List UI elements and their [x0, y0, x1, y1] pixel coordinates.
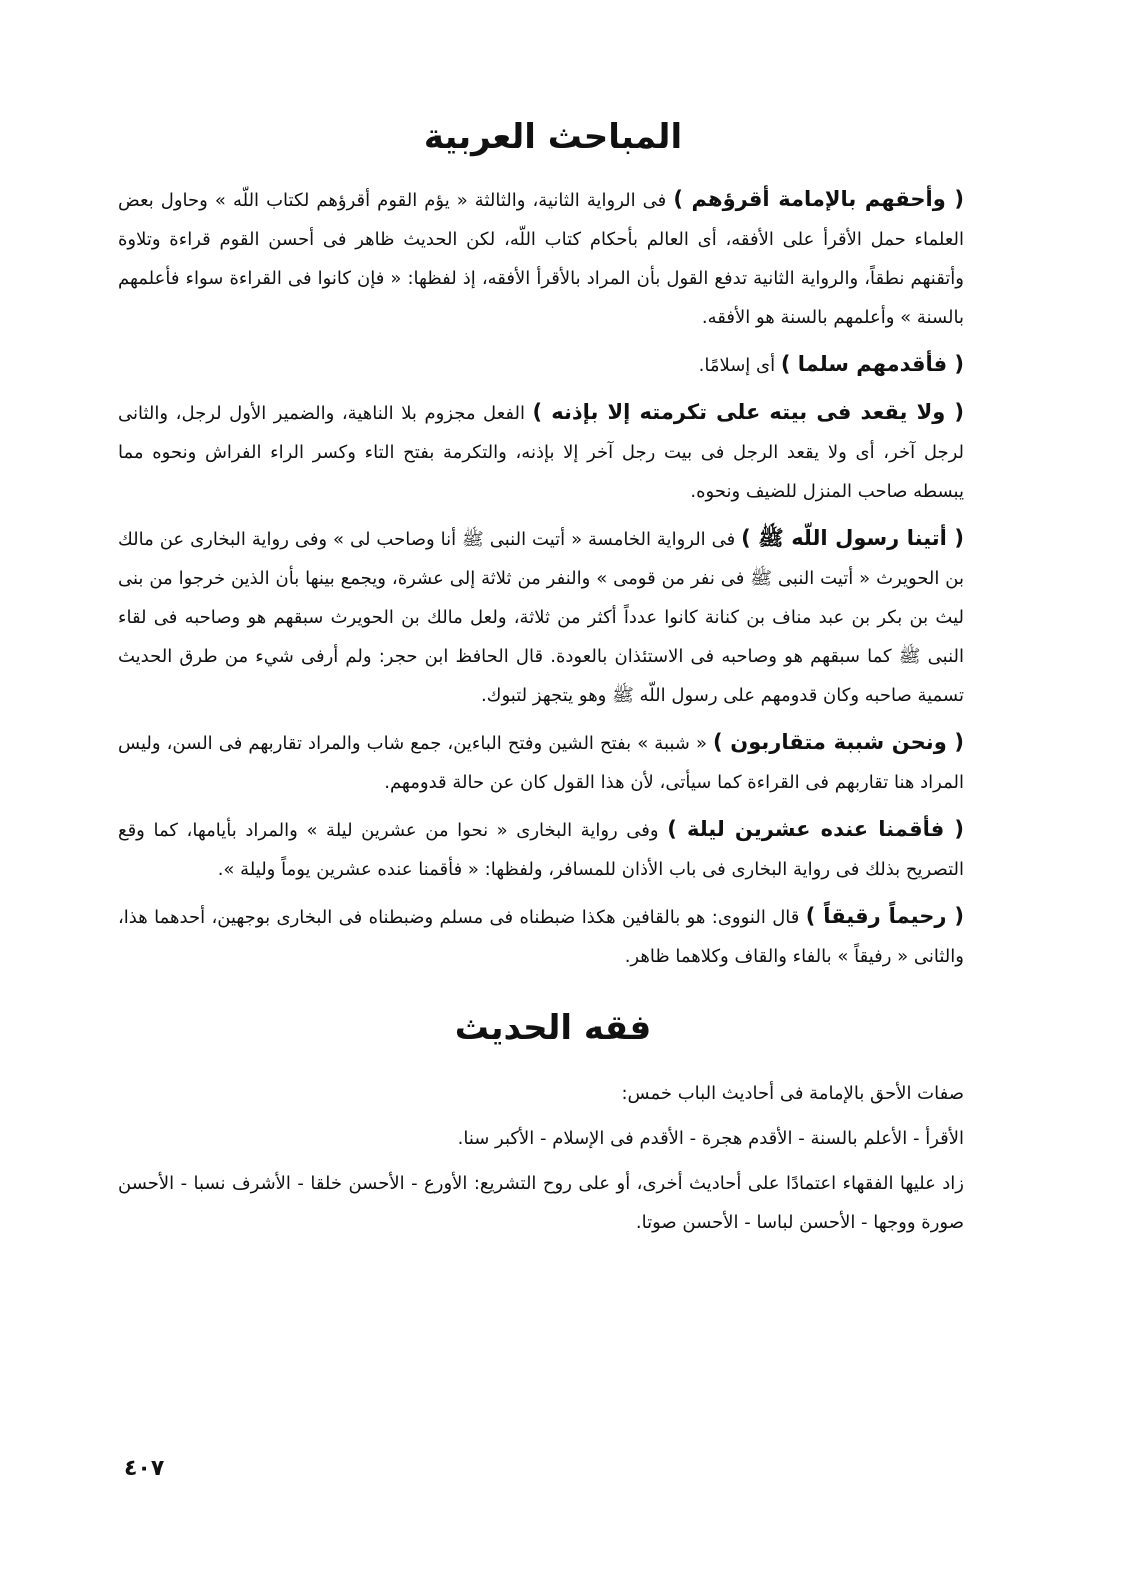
term-atayna: ( أتينا رسول اللّه ﷺ )	[741, 526, 964, 550]
body-ahaqquhum: فى الرواية الثانية، والثالثة « يؤم القوم أقرؤهم لكتاب اللّه » وحاول بعض العلماء حمل الأقرأ على الأفقه، أى العالم بأحكام كتاب اللّه، لكن الحديث ظاهر فى أحسن القوم قراءة وتلاوة وأتقنهم نطقاً، والرواية الثانية تدفع القول بأن المراد بالأقرأ الأفقه، إذ لفظها: « فإن كانوا فى القراءة سواء فأعلمهم بالسنة » وأعلمهم بالسنة هو الأفقه.	[118, 190, 964, 328]
body-atayna: فى الرواية الخامسة « أتيت النبى ﷺ أنا وصاحب لى » وفى رواية البخارى عن مالك بن الحويرث « أتيت النبى ﷺ فى نفر من قومى » والنفر من ثلاثة إلى عشرة، ويجمع بينها بأن الذين خرجوا من بنى ليث بن بكر بن عبد مناف بن كنانة كانوا عدداً أكثر من ثلاثة، ولعل مالك بن الحويرث سبقهم هو وصاحبه فى لقاء النبى ﷺ كما سبقهم هو وصاحبه فى الاستئذان بالعودة. قال الحافظ ابن حجر: ولم أرفى شيء من طرق الحديث تسمية صاحبه وكان قدومهم على رسول اللّه ﷺ وهو يتجهز لتبوك.	[118, 529, 964, 706]
term-aqamna: ( فأقمنا عنده عشرين ليلة )	[667, 817, 964, 841]
page-number: ٤٠٧	[124, 1456, 165, 1481]
section-title-fiqh: فقه الحديث	[454, 1008, 652, 1048]
body-aqdamuhum: أى إسلامًا.	[698, 355, 781, 376]
paragraph-shababa	[118, 723, 988, 802]
term-ahaqquhum: ( وأحقهم بالإمامة أقرؤهم )	[673, 187, 964, 211]
body-aqamna: وفى رواية البخارى « نحوا من عشرين ليلة » والمراد بأيامها، كما وقع التصريح بذلك فى رواية البخارى فى باب الأذان للمسافر، ولفظها: « فأقمنا عنده عشرين يوماً وليلة ».	[118, 820, 964, 880]
paragraph-aqamna	[118, 810, 988, 889]
body-shababa: « شببة » بفتح الشين وفتح الباءين، جمع شاب والمراد تقاربهم فى السن، وليس المراد هنا تقاربهم فى القراءة كما سيأتى، لأن هذا القول كان عن حالة قدومهم.	[118, 733, 964, 793]
fiqh-intro: صفات الأحق بالإمامة فى أحاديث الباب خمس:	[621, 1083, 964, 1104]
paragraph-aqdamuhum	[118, 345, 988, 385]
paragraph-atayna	[118, 519, 988, 715]
term-rahiman: ( رحيماً رقيقاً )	[805, 904, 964, 928]
body-rahiman: قال النووى: هو بالقافين هكذا ضبطناه فى مسلم وضبطناه فى البخارى بوجهين، أحدهما هذا، والثانى « رفيقاً » بالفاء والقاف وكلاهما ظاهر.	[118, 907, 964, 967]
fiqh-list: الأقرأ - الأعلم بالسنة - الأقدم هجرة - الأقدم فى الإسلام - الأكبر سنا.	[457, 1128, 964, 1149]
paragraph-ahaqquhum	[118, 180, 988, 337]
term-aqdamuhum: ( فأقدمهم سلما )	[780, 352, 964, 376]
paragraph-la-yaqud	[118, 393, 988, 511]
term-shababa: ( ونحن شببة متقاربون )	[713, 730, 964, 754]
term-la-yaqud: ( ولا يقعد فى بيته على تكرمته إلا بإذنه )	[532, 400, 964, 424]
body-la-yaqud: الفعل مجزوم بلا الناهية، والضمير الأول لرجل، والثانى لرجل آخر، أى ولا يقعد الرجل فى بيت رجل آخر إلا بإذنه، والتكرمة بفتح التاء وكسر الراء الفراش ونحوه مما يبسطه صاحب المنزل للضيف ونحوه.	[118, 403, 964, 502]
fiqh-additions: زاد عليها الفقهاء اعتمادًا على أحاديث أخرى، أو على روح التشريع: الأورع - الأحسن خلقا - الأشرف نسبا - الأحسن صورة ووجها - الأحسن لباسا - الأحسن صوتا.	[118, 1173, 964, 1233]
section-title-arabic-topics: المباحث العربية	[423, 117, 683, 157]
page-content	[118, 108, 988, 1248]
paragraph-rahiman	[118, 897, 988, 976]
